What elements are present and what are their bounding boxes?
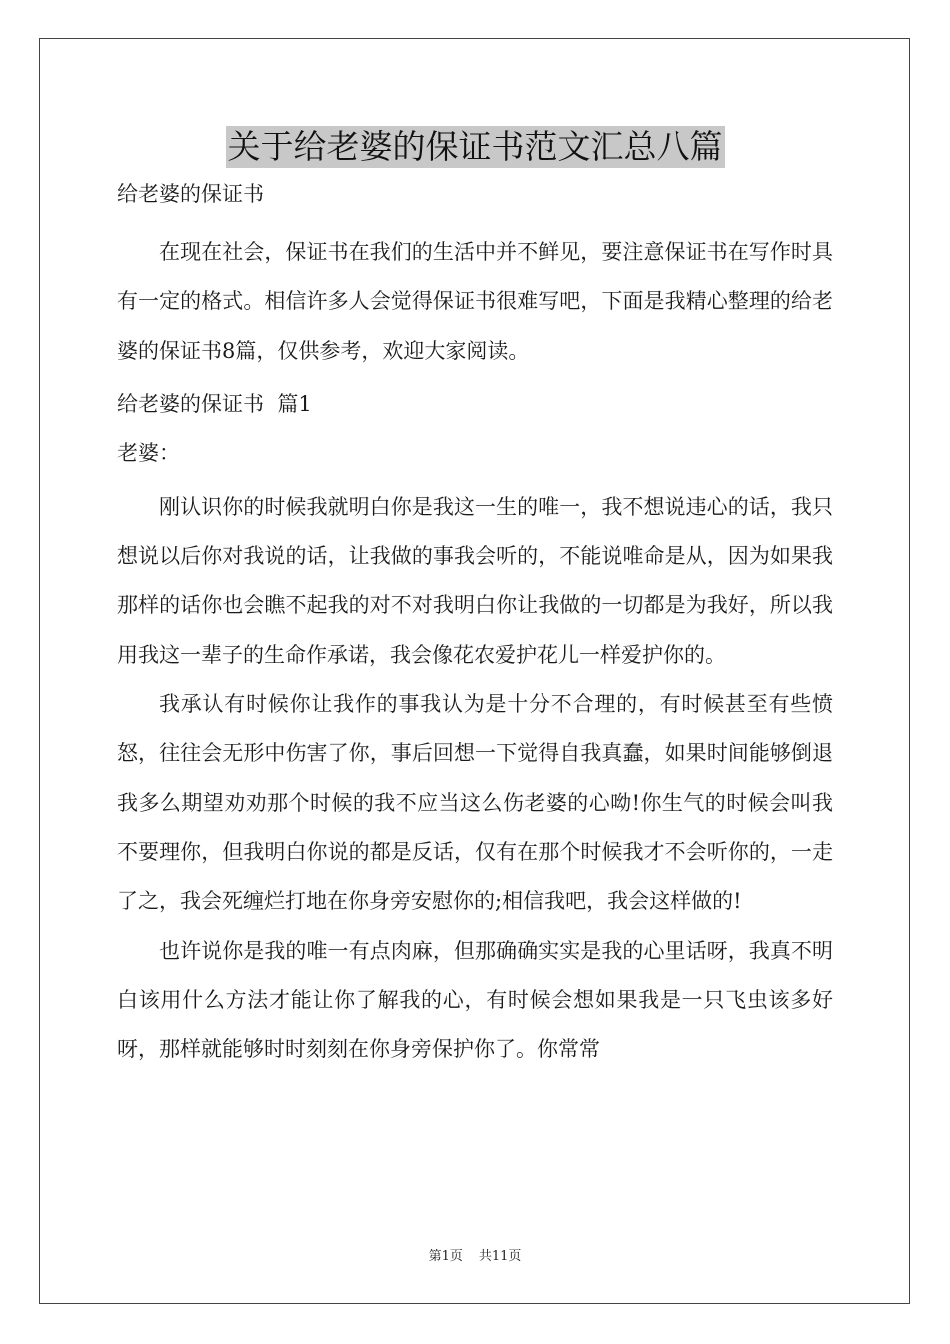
section-heading: 给老婆的保证书 篇1 — [117, 391, 312, 416]
document-title: 关于给老婆的保证书范文汇总八篇 — [227, 127, 723, 166]
page-footer — [0, 1248, 950, 1266]
document-body — [117, 180, 833, 1074]
subtitle: 给老婆的保证书 — [117, 182, 264, 206]
title-wrap — [0, 126, 950, 168]
body-paragraph: 也许说你是我的唯一有点肉麻，但那确确实实是我的心里话呀，我真不明白该用什么方法才能让你了解我的心，有时候会想如果我是一只飞虫该多好呀，那样就能够时时刻刻在你身旁保护你了。你常常 — [117, 938, 833, 1062]
page-number: 第1页 — [428, 1249, 463, 1264]
page-total: 共11页 — [478, 1249, 522, 1264]
body-paragraph: 我承认有时候你让我作的事我认为是十分不合理的，有时候甚至有些愤怒，往往会无形中伤害了你，事后回想一下觉得自我真蠢，如果时间能够倒退我多么期望劝劝那个时候的我不应当这么伤老婆的心呦!你生气的时候会叫我不要理你，但我明白你说的都是反话，仅有在那个时候我才不会听你的，一走了之，我会死缠烂打地在你身旁安慰你的;相信我吧，我会这样做的! — [117, 692, 833, 914]
body-paragraph: 刚认识你的时候我就明白你是我这一生的唯一，我不想说违心的话，我只想说以后你对我说的话，让我做的事我会听的，不能说唯命是从，因为如果我那样的话你也会瞧不起我的对不对我明白你让我做的一切都是为我好，所以我用我这一辈子的生命作承诺，我会像花农爱护花儿一样爱护你的。 — [117, 494, 833, 667]
intro-paragraph: 在现在社会，保证书在我们的生活中并不鲜见，要注意保证书在写作时具有一定的格式。相信许多人会觉得保证书很难写吧，下面是我精心整理的给老婆的保证书8篇，仅供参考，欢迎大家阅读。 — [117, 240, 833, 363]
salutation: 老婆： — [117, 440, 180, 465]
